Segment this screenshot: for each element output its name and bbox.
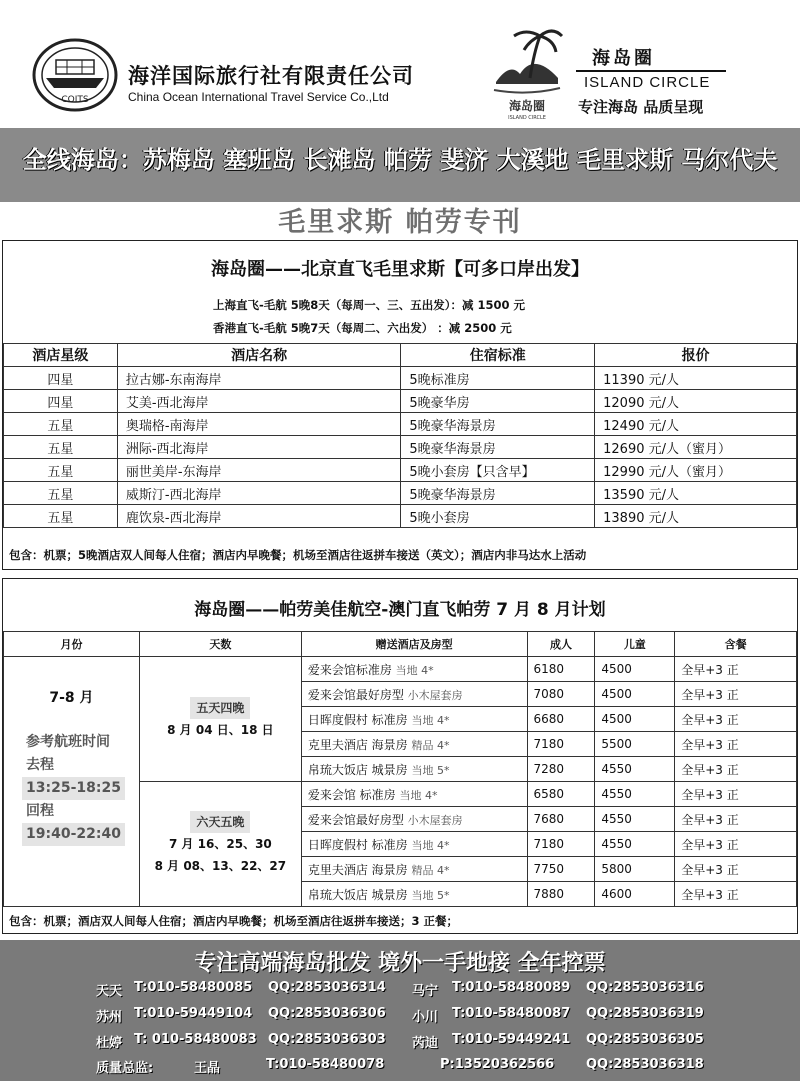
six-day-dates-july: 7 月 16、25、30 bbox=[168, 837, 272, 851]
hongkong-note: 香港直飞-毛航 5晚7天（每周二、六出发） ：减 2500 元 bbox=[213, 321, 512, 335]
five-day-label: 五天四晚 bbox=[190, 697, 250, 719]
meal-cell: 全早+3 正 bbox=[675, 807, 797, 832]
adult-price: 7280 bbox=[527, 757, 595, 782]
contact-qq: QQ:2853036305 bbox=[586, 1032, 704, 1047]
six-day-dates-august: 8 月 08、13、22、27 bbox=[154, 859, 287, 873]
hotel-cell: 奥瑞格-南海岸 bbox=[117, 413, 400, 436]
table-row bbox=[4, 367, 797, 390]
col-header: 酒店名称 bbox=[117, 344, 400, 367]
mauritius-includes: 包含：机票；5晚酒店双人间每人住宿；酒店内早晚餐；机场至酒店往返拼车接送（英文）；酒店内非马达水上活动 bbox=[9, 548, 587, 562]
hotel-cell: 拉古娜-东南海岸 bbox=[117, 367, 400, 390]
table-row bbox=[4, 413, 797, 436]
palau-section bbox=[2, 578, 798, 934]
meal-cell: 全早+3 正 bbox=[675, 882, 797, 907]
qc-tel: T:010-58480078 bbox=[266, 1057, 385, 1072]
five-day-dates: 8 月 04 日、18 日 bbox=[167, 723, 274, 737]
qc-qq: QQ:2853036318 bbox=[586, 1057, 704, 1072]
company-logo-icon bbox=[32, 38, 118, 112]
hotel-cell: 爱来会馆最好房型 小木屋套房 bbox=[301, 682, 527, 707]
child-price: 5800 bbox=[595, 857, 675, 882]
contact-name: 苏州 bbox=[96, 1010, 123, 1025]
child-price: 4500 bbox=[595, 657, 675, 682]
room-cell: 5晚豪华房 bbox=[401, 390, 595, 413]
contact-name: 小川 bbox=[412, 1010, 439, 1025]
destination-banner-text: 全线海岛：苏梅岛 塞班岛 长滩岛 帕劳 斐济 大溪地 毛里求斯 马尔代夫 bbox=[22, 146, 778, 174]
flight-label: 参考航班时间 bbox=[26, 734, 110, 750]
month-label: 7-8 月 bbox=[49, 690, 94, 706]
hotel-cell: 艾美-西北海岸 bbox=[117, 390, 400, 413]
hotel-cell: 丽世美岸-东海岸 bbox=[117, 459, 400, 482]
brand-name-cn: 海岛圈 bbox=[592, 48, 655, 69]
child-price: 4500 bbox=[595, 682, 675, 707]
meal-cell: 全早+3 正 bbox=[675, 682, 797, 707]
room-cell: 5晚豪华海景房 bbox=[401, 482, 595, 505]
hotel-cell: 克里夫酒店 海景房 精品 4* bbox=[301, 732, 527, 757]
hotel-cell: 爱来会馆最好房型 小木屋套房 bbox=[301, 807, 527, 832]
price-cell: 13890 元/人 bbox=[595, 505, 797, 528]
mauritius-price-table bbox=[3, 343, 797, 528]
meal-cell: 全早+3 正 bbox=[675, 732, 797, 757]
adult-price: 7880 bbox=[527, 882, 595, 907]
contact-name: 芮迪 bbox=[412, 1036, 439, 1051]
price-cell: 13590 元/人 bbox=[595, 482, 797, 505]
adult-price: 6580 bbox=[527, 782, 595, 807]
company-name-cn: 海洋国际旅行社有限责任公司 bbox=[128, 64, 414, 88]
meal-cell: 全早+3 正 bbox=[675, 657, 797, 682]
adult-price: 7080 bbox=[527, 682, 595, 707]
contact-qq: QQ:2853036314 bbox=[268, 980, 386, 995]
room-cell: 5晚豪华海景房 bbox=[401, 413, 595, 436]
hotel-cell: 爱来会馆标准房 当地 4* bbox=[301, 657, 527, 682]
star-cell: 五星 bbox=[4, 505, 118, 528]
six-day-label: 六天五晚 bbox=[190, 811, 250, 833]
col-header: 赠送酒店及房型 bbox=[301, 632, 527, 657]
table-row bbox=[4, 505, 797, 528]
brand-divider bbox=[576, 70, 726, 72]
footer-slogan: 专注高端海岛批发 境外一手地接 全年控票 bbox=[194, 951, 606, 976]
header bbox=[0, 0, 800, 126]
hotel-cell: 爱来会馆 标准房 当地 4* bbox=[301, 782, 527, 807]
hotel-cell: 鹿饮泉-西北海岸 bbox=[117, 505, 400, 528]
meal-cell: 全早+3 正 bbox=[675, 857, 797, 882]
qc-label: 质量总监: bbox=[96, 1061, 154, 1076]
table-row bbox=[4, 459, 797, 482]
col-header: 儿童 bbox=[595, 632, 675, 657]
room-cell: 5晚小套房【只含早】 bbox=[401, 459, 595, 482]
contact-tel: T: 010-58480083 bbox=[134, 1032, 257, 1047]
brand-logo-text: 海岛圈 bbox=[508, 99, 546, 113]
room-cell: 5晚标准房 bbox=[401, 367, 595, 390]
hotel-cell: 克里夫酒店 海景房 精品 4* bbox=[301, 857, 527, 882]
col-header: 酒店星级 bbox=[4, 344, 118, 367]
contact-tel: T:010-59449104 bbox=[134, 1006, 253, 1021]
palau-price-table bbox=[3, 631, 797, 907]
room-cell: 5晚小套房 bbox=[401, 505, 595, 528]
contact-name: 马宁 bbox=[412, 984, 439, 999]
adult-price: 7180 bbox=[527, 832, 595, 857]
palau-includes: 包含：机票；酒店双人间每人住宿；酒店内早晚餐；机场至酒店往返拼车接送；3 正餐； bbox=[9, 914, 459, 928]
child-price: 5500 bbox=[595, 732, 675, 757]
star-cell: 五星 bbox=[4, 459, 118, 482]
col-header: 住宿标准 bbox=[401, 344, 595, 367]
six-day-cell bbox=[139, 782, 301, 907]
table-header-row bbox=[4, 344, 797, 367]
contact-name: 杜婷 bbox=[96, 1036, 123, 1051]
hotel-cell: 帛琉大饭店 城景房 当地 5* bbox=[301, 757, 527, 782]
table-row bbox=[4, 436, 797, 459]
table-row bbox=[4, 390, 797, 413]
brand-slogan: 专注海岛 品质呈现 bbox=[578, 98, 704, 116]
table-row bbox=[4, 657, 797, 682]
star-cell: 五星 bbox=[4, 436, 118, 459]
contact-tel: T:010-59449241 bbox=[452, 1032, 571, 1047]
adult-price: 7180 bbox=[527, 732, 595, 757]
col-header: 含餐 bbox=[675, 632, 797, 657]
star-cell: 四星 bbox=[4, 390, 118, 413]
go-time: 13:25-18:25 bbox=[22, 777, 125, 800]
brand-name-en: ISLAND CIRCLE bbox=[584, 74, 711, 91]
price-cell: 12490 元/人 bbox=[595, 413, 797, 436]
mauritius-title: 海岛圈——北京直飞毛里求斯【可多口岸出发】 bbox=[211, 259, 589, 280]
child-price: 4600 bbox=[595, 882, 675, 907]
brand-logo-sub: ISLAND CIRCLE bbox=[508, 115, 546, 121]
price-cell: 11390 元/人 bbox=[595, 367, 797, 390]
five-day-cell bbox=[139, 657, 301, 782]
star-cell: 五星 bbox=[4, 482, 118, 505]
go-label: 去程 bbox=[26, 757, 54, 773]
adult-price: 7750 bbox=[527, 857, 595, 882]
logo-text: COITS bbox=[61, 95, 89, 105]
meal-cell: 全早+3 正 bbox=[675, 757, 797, 782]
col-header: 月份 bbox=[4, 632, 140, 657]
qc-name: 王晶 bbox=[194, 1061, 221, 1076]
child-price: 4550 bbox=[595, 782, 675, 807]
col-header: 成人 bbox=[527, 632, 595, 657]
room-cell: 5晚豪华海景房 bbox=[401, 436, 595, 459]
child-price: 4500 bbox=[595, 707, 675, 732]
meal-cell: 全早+3 正 bbox=[675, 832, 797, 857]
contact-tel: T:010-58480089 bbox=[452, 980, 571, 995]
col-header: 报价 bbox=[595, 344, 797, 367]
meal-cell: 全早+3 正 bbox=[675, 782, 797, 807]
month-cell bbox=[4, 657, 140, 907]
shanghai-note: 上海直飞-毛航 5晚8天（每周一、三、五出发）：减 1500 元 bbox=[213, 298, 526, 312]
adult-price: 6680 bbox=[527, 707, 595, 732]
star-cell: 五星 bbox=[4, 413, 118, 436]
palau-title: 海岛圈——帕劳美佳航空-澳门直飞帕劳 7 月 8 月计划 bbox=[194, 600, 606, 620]
child-price: 4550 bbox=[595, 832, 675, 857]
qc-phone: P:13520362566 bbox=[440, 1057, 555, 1072]
palm-tree-logo-icon bbox=[490, 22, 564, 122]
adult-price: 6180 bbox=[527, 657, 595, 682]
company-name-en: China Ocean International Travel Service Co.,Ltd bbox=[128, 90, 389, 104]
child-price: 4550 bbox=[595, 807, 675, 832]
hotel-cell: 洲际-西北海岸 bbox=[117, 436, 400, 459]
meal-cell: 全早+3 正 bbox=[675, 707, 797, 732]
contact-tel: T:010-58480087 bbox=[452, 1006, 571, 1021]
table-row bbox=[4, 482, 797, 505]
contact-tel: T:010-58480085 bbox=[134, 980, 253, 995]
hotel-cell: 威斯汀-西北海岸 bbox=[117, 482, 400, 505]
contact-qq: QQ:2853036319 bbox=[586, 1006, 704, 1021]
child-price: 4550 bbox=[595, 757, 675, 782]
mauritius-section bbox=[2, 240, 798, 570]
col-header: 天数 bbox=[139, 632, 301, 657]
price-cell: 12990 元/人（蜜月） bbox=[595, 459, 797, 482]
hotel-cell: 日晖度假村 标准房 当地 4* bbox=[301, 832, 527, 857]
issue-subtitle: 毛里求斯 帕劳专刊 bbox=[278, 207, 522, 238]
adult-price: 7680 bbox=[527, 807, 595, 832]
back-time: 19:40-22:40 bbox=[22, 823, 125, 846]
flight-info bbox=[4, 731, 139, 846]
contact-qq: QQ:2853036306 bbox=[268, 1006, 386, 1021]
hotel-cell: 帛琉大饭店 城景房 当地 5* bbox=[301, 882, 527, 907]
table-header-row bbox=[4, 632, 797, 657]
price-cell: 12690 元/人（蜜月） bbox=[595, 436, 797, 459]
star-cell: 四星 bbox=[4, 367, 118, 390]
price-cell: 12090 元/人 bbox=[595, 390, 797, 413]
hotel-cell: 日晖度假村 标准房 当地 4* bbox=[301, 707, 527, 732]
back-label: 回程 bbox=[26, 803, 54, 819]
contact-qq: QQ:2853036303 bbox=[268, 1032, 386, 1047]
contact-qq: QQ:2853036316 bbox=[586, 980, 704, 995]
contact-name: 天天 bbox=[96, 984, 123, 999]
